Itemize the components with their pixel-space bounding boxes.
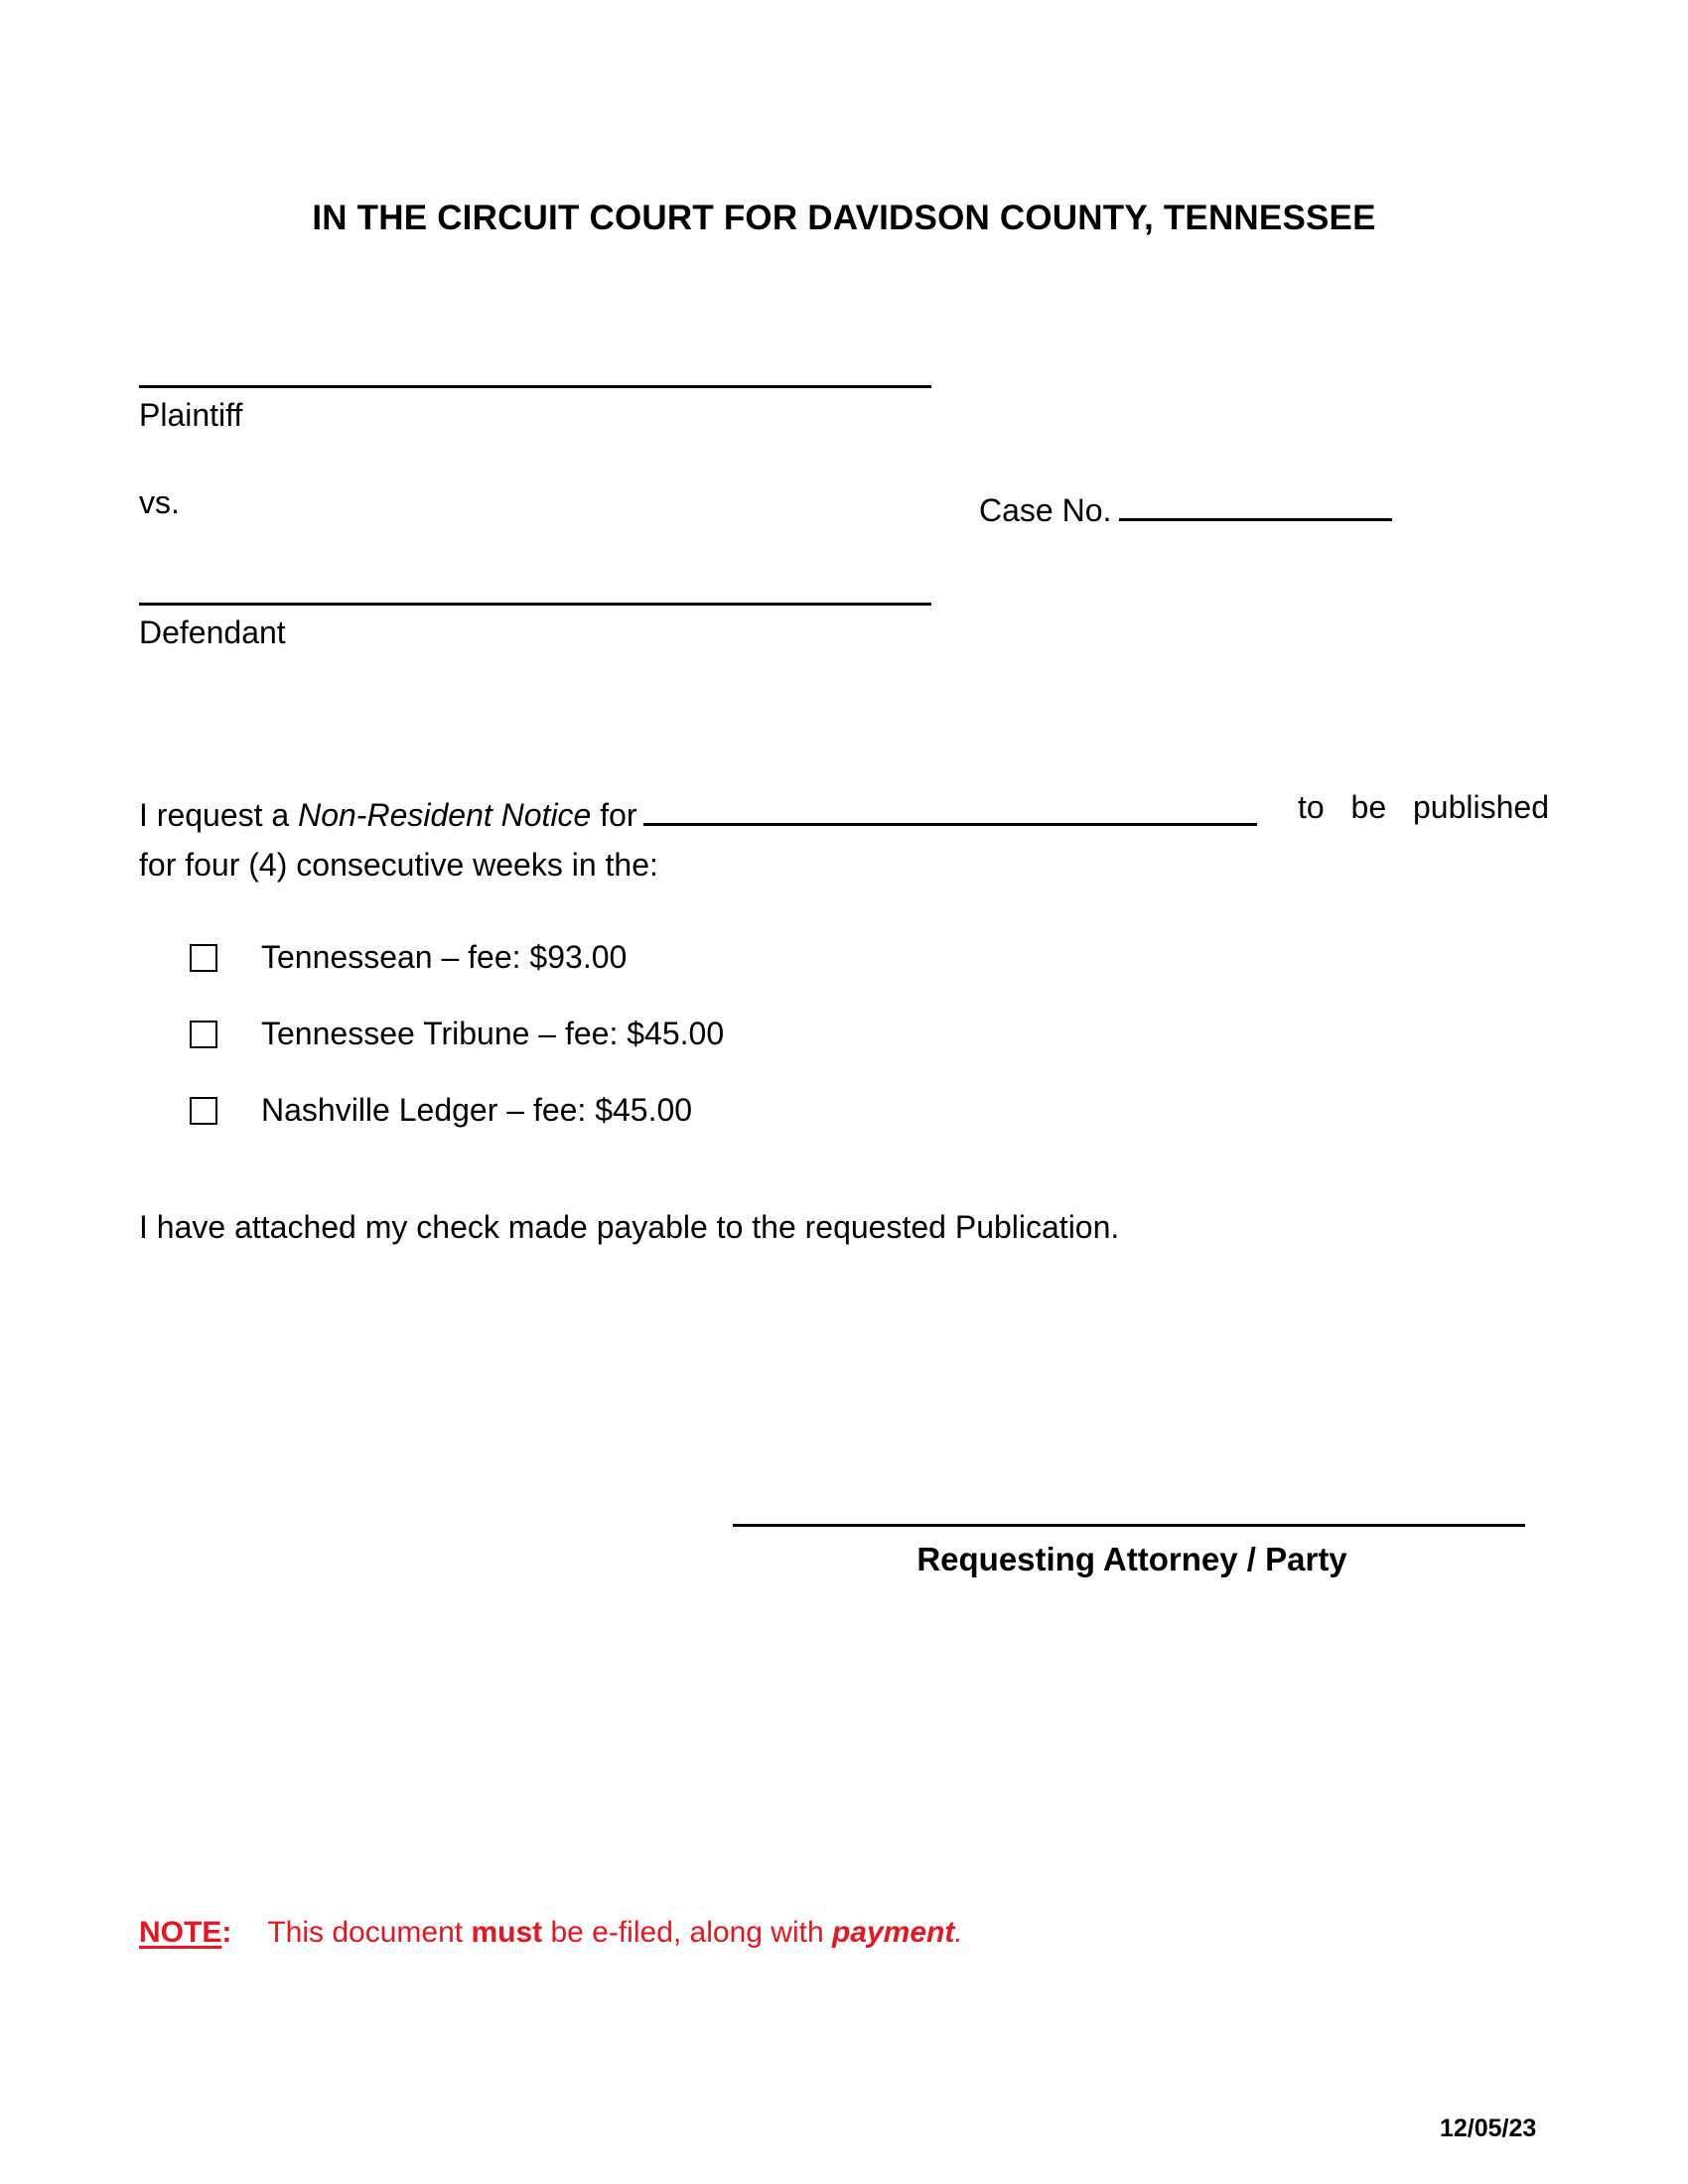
signature-label: Requesting Attorney / Party bbox=[916, 1541, 1347, 1577]
plaintiff-label: Plaintiff bbox=[139, 397, 243, 433]
defendant-label: Defendant bbox=[139, 614, 286, 650]
revision-date: 12/05/23 bbox=[1440, 2115, 1537, 2142]
tennessee-tribune-label: Tennessee Tribune – fee: $45.00 bbox=[261, 1016, 725, 1051]
filing-note bbox=[139, 1916, 963, 1950]
request-prefix: I request a bbox=[139, 797, 299, 833]
tennessean-label: Tennessean – fee: $93.00 bbox=[261, 939, 628, 975]
note-colon: : bbox=[221, 1916, 232, 1949]
signature-line[interactable] bbox=[733, 1524, 1525, 1527]
note-text-end: . bbox=[954, 1916, 963, 1949]
note-emphasis-payment: payment bbox=[831, 1916, 955, 1949]
publication-option-tennessee-tribune[interactable] bbox=[190, 1016, 724, 1052]
vs-label: vs. bbox=[139, 484, 180, 520]
publication-option-tennessean[interactable] bbox=[190, 939, 627, 976]
nashville-ledger-label: Nashville Ledger – fee: $45.00 bbox=[261, 1092, 693, 1128]
notice-type: Non-Resident Notice bbox=[298, 797, 592, 833]
case-number-label: Case No. bbox=[979, 492, 1112, 528]
publication-option-nashville-ledger[interactable] bbox=[190, 1092, 692, 1129]
note-emphasis-must: must bbox=[471, 1916, 543, 1949]
tennessean-checkbox[interactable] bbox=[190, 944, 217, 972]
notice-party-name-line[interactable] bbox=[643, 789, 1257, 826]
case-number-line[interactable] bbox=[1119, 484, 1392, 521]
defendant-name-line[interactable] bbox=[139, 603, 931, 606]
request-line-1 bbox=[139, 789, 1549, 834]
note-text-part2: be e-filed, along with bbox=[542, 1916, 832, 1949]
nashville-ledger-checkbox[interactable] bbox=[190, 1097, 217, 1125]
request-line-2: for four (4) consecutive weeks in the: bbox=[139, 847, 658, 883]
note-text-part1: This document bbox=[267, 1916, 472, 1949]
payment-statement: I have attached my check made payable to the requested Publication. bbox=[139, 1209, 1120, 1245]
case-number-field bbox=[979, 484, 1392, 529]
request-suffix: to be published bbox=[1297, 789, 1549, 825]
tennessee-tribune-checkbox[interactable] bbox=[190, 1021, 217, 1048]
request-for-word: for bbox=[591, 797, 637, 833]
plaintiff-name-line[interactable] bbox=[139, 385, 931, 388]
note-heading: NOTE bbox=[139, 1916, 222, 1949]
court-title: IN THE CIRCUIT COURT FOR DAVIDSON COUNTY, TENNESSEE bbox=[312, 199, 1376, 237]
